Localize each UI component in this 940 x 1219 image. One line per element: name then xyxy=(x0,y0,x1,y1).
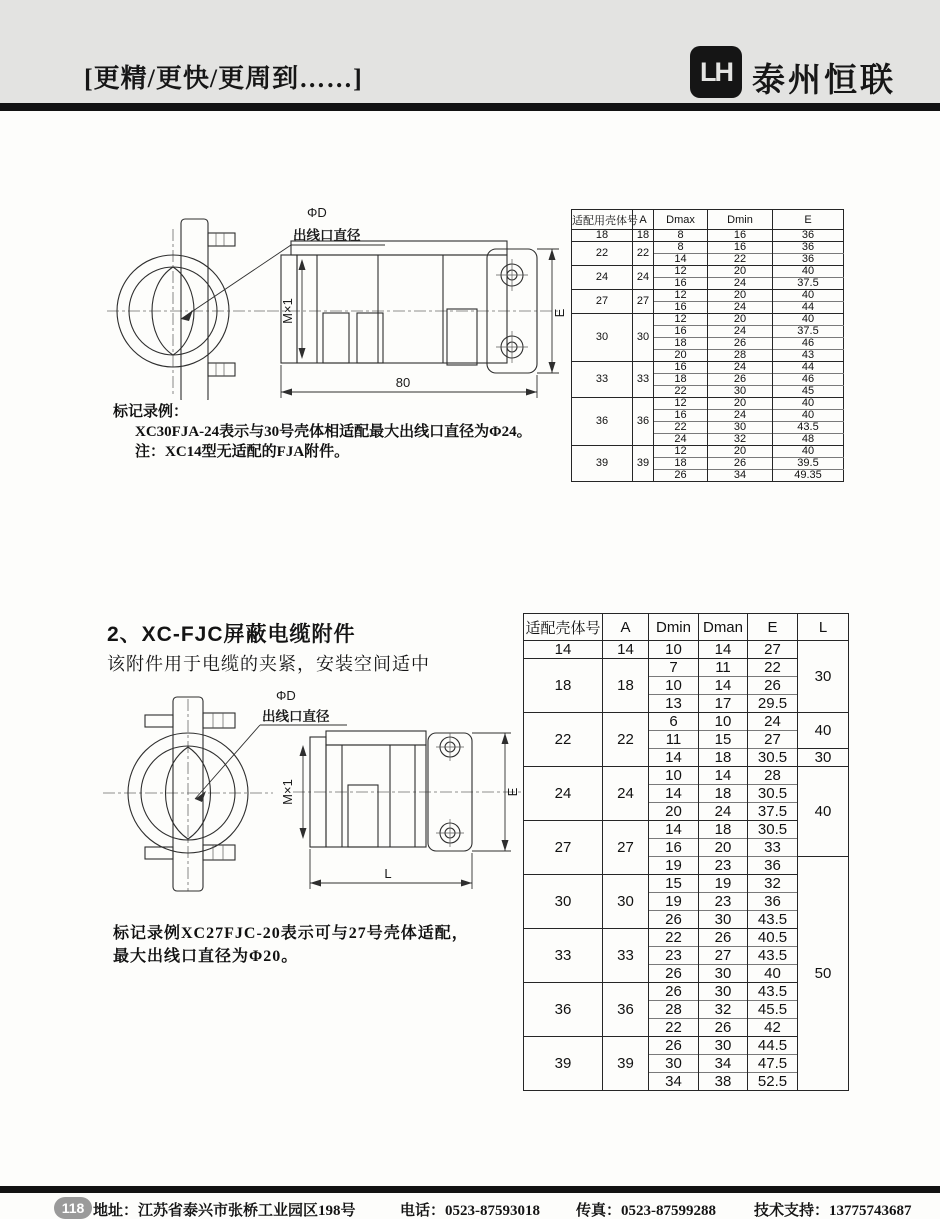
dimension-cell: 18 xyxy=(699,785,748,803)
column-header: E xyxy=(748,614,798,641)
a-value-cell: 39 xyxy=(603,1037,649,1091)
dimension-cell: 26 xyxy=(649,911,699,929)
dimension-cell: 19 xyxy=(649,893,699,911)
dimension-cell: 32 xyxy=(748,875,798,893)
dimension-cell: 37.5 xyxy=(773,278,844,290)
dimension-cell: 12 xyxy=(654,398,708,410)
dimension-cell: 23 xyxy=(649,947,699,965)
dimension-cell: 24 xyxy=(708,410,773,422)
dimension-cell: 12 xyxy=(654,314,708,326)
dimension-cell: 14 xyxy=(649,821,699,839)
footer-fax: 传真：0523-87599288 xyxy=(576,1203,716,1219)
fja-front-view xyxy=(107,219,265,400)
fja-diameter-caption: 出线口直径 xyxy=(293,228,361,243)
note-line: 最大出线口直径为Φ20。 xyxy=(113,948,299,965)
dimension-cell: 10 xyxy=(649,767,699,785)
fja-diameter-label: ΦD xyxy=(307,205,327,220)
dimension-cell: 44 xyxy=(773,302,844,314)
dimension-cell: 37.5 xyxy=(773,326,844,338)
fjc-side-view xyxy=(293,731,521,851)
dimension-cell: 27 xyxy=(748,641,798,659)
dimension-cell: 46 xyxy=(773,374,844,386)
dimension-cell: 26 xyxy=(748,677,798,695)
dimension-cell: 22 xyxy=(649,1019,699,1037)
a-value-cell: 22 xyxy=(633,242,654,266)
dimension-cell: 27 xyxy=(699,947,748,965)
shell-number-cell: 24 xyxy=(572,266,633,290)
dimension-cell: 18 xyxy=(699,821,748,839)
a-value-cell: 36 xyxy=(633,398,654,446)
dimension-cell: 40 xyxy=(773,314,844,326)
table-row xyxy=(524,713,849,731)
dimension-cell: 14 xyxy=(699,767,748,785)
dimension-cell: 40 xyxy=(773,410,844,422)
table-row xyxy=(572,242,844,254)
a-value-cell: 18 xyxy=(633,230,654,242)
dimension-cell: 36 xyxy=(773,242,844,254)
dimension-cell: 44 xyxy=(773,362,844,374)
column-header: Dmax xyxy=(654,210,708,230)
column-header: 适配壳体号 xyxy=(524,614,603,641)
a-value-cell: 27 xyxy=(603,821,649,875)
header-divider xyxy=(0,103,940,111)
a-value-cell: 36 xyxy=(603,983,649,1037)
footer-phone: 电话：0523-87593018 xyxy=(400,1203,540,1219)
dimension-cell: 26 xyxy=(649,983,699,1001)
dimension-cell: 12 xyxy=(654,446,708,458)
dimension-cell: 24 xyxy=(748,713,798,731)
dimension-cell: 30.5 xyxy=(748,821,798,839)
dimension-cell: 22 xyxy=(654,422,708,434)
fjc-accessory-drawing xyxy=(95,685,525,920)
dimension-cell: 14 xyxy=(649,749,699,767)
dimension-cell: 26 xyxy=(708,374,773,386)
section2-subtitle: 该附件用于电缆的夹紧，安装空间适中 xyxy=(107,654,430,674)
dimension-cell: 24 xyxy=(708,362,773,374)
fjc-front-view xyxy=(103,697,273,891)
dimension-cell: 30 xyxy=(649,1055,699,1073)
table-row xyxy=(524,767,849,785)
dimension-cell: 17 xyxy=(699,695,748,713)
fjc-length-dim-label: L xyxy=(384,866,392,881)
fjc-e-dim-label: E xyxy=(505,787,520,797)
dimension-cell: 26 xyxy=(708,458,773,470)
column-header: L xyxy=(798,614,849,641)
dimension-cell: 28 xyxy=(649,1001,699,1019)
dimension-cell: 16 xyxy=(654,410,708,422)
dimension-cell: 43 xyxy=(773,350,844,362)
dimension-cell: 11 xyxy=(649,731,699,749)
dimension-cell: 10 xyxy=(649,677,699,695)
dimension-cell: 29.5 xyxy=(748,695,798,713)
dimension-cell: 16 xyxy=(654,302,708,314)
dimension-cell: 23 xyxy=(699,893,748,911)
shell-number-cell: 14 xyxy=(524,641,603,659)
l-value-cell: 40 xyxy=(798,767,849,857)
dimension-cell: 19 xyxy=(699,875,748,893)
dimension-cell: 24 xyxy=(699,803,748,821)
fja-length-dim-label: 80 xyxy=(395,375,411,390)
dimension-cell: 12 xyxy=(654,266,708,278)
fja-marking-note xyxy=(113,402,532,462)
column-header: Dmin xyxy=(708,210,773,230)
header-slogan: [更精/更快/更周到……] xyxy=(84,64,363,93)
company-logo-icon xyxy=(690,46,742,98)
shell-number-cell: 33 xyxy=(524,929,603,983)
dimension-cell: 28 xyxy=(708,350,773,362)
column-header: 适配用壳体号 xyxy=(572,210,633,230)
note-line: XC30FJA-24表示与30号壳体相适配最大出线口直径为Φ24。 xyxy=(135,424,532,440)
dimension-cell: 45.5 xyxy=(748,1001,798,1019)
dimension-cell: 40 xyxy=(748,965,798,983)
dimension-cell: 24 xyxy=(654,434,708,446)
dimension-cell: 10 xyxy=(699,713,748,731)
company-name: 泰州恒联 xyxy=(752,61,896,98)
dimension-cell: 30 xyxy=(708,422,773,434)
dimension-cell: 43.5 xyxy=(773,422,844,434)
l-value-cell: 30 xyxy=(798,641,849,713)
dimension-cell: 18 xyxy=(654,374,708,386)
a-value-cell: 27 xyxy=(633,290,654,314)
l-value-cell: 40 xyxy=(798,713,849,749)
dimension-cell: 22 xyxy=(654,386,708,398)
table-row xyxy=(572,362,844,374)
shell-number-cell: 27 xyxy=(572,290,633,314)
dimension-cell: 13 xyxy=(649,695,699,713)
dimension-cell: 48 xyxy=(773,434,844,446)
shell-number-cell: 30 xyxy=(524,875,603,929)
footer-support: 技术支持：13775743687 xyxy=(754,1203,912,1219)
dimension-cell: 8 xyxy=(654,230,708,242)
shell-number-cell: 27 xyxy=(524,821,603,875)
dimension-cell: 14 xyxy=(654,254,708,266)
note-line: 注：XC14型无适配的FJA附件。 xyxy=(135,444,350,460)
dimension-cell: 20 xyxy=(708,290,773,302)
dimension-cell: 15 xyxy=(649,875,699,893)
dimension-cell: 47.5 xyxy=(748,1055,798,1073)
dimension-cell: 18 xyxy=(699,749,748,767)
dimension-cell: 20 xyxy=(708,398,773,410)
fja-accessory-drawing xyxy=(95,195,570,400)
dimension-cell: 14 xyxy=(649,785,699,803)
shell-number-cell: 30 xyxy=(572,314,633,362)
dimension-cell: 30 xyxy=(699,911,748,929)
l-value-cell: 50 xyxy=(798,857,849,1091)
dimension-cell: 20 xyxy=(708,266,773,278)
note-line: 标记录例XC27FJC-20表示可与27号壳体适配， xyxy=(113,925,469,942)
dimension-cell: 44.5 xyxy=(748,1037,798,1055)
a-value-cell: 30 xyxy=(633,314,654,362)
a-value-cell: 22 xyxy=(603,713,649,767)
dimension-cell: 28 xyxy=(748,767,798,785)
table-row xyxy=(572,314,844,326)
dimension-cell: 43.5 xyxy=(748,983,798,1001)
dimension-cell: 34 xyxy=(699,1055,748,1073)
dimension-cell: 18 xyxy=(654,458,708,470)
dimension-cell: 6 xyxy=(649,713,699,731)
table-row xyxy=(572,398,844,410)
fja-e-dim-label: E xyxy=(552,308,567,318)
dimension-cell: 16 xyxy=(708,230,773,242)
note-title: 标记录例： xyxy=(113,404,189,420)
dimension-cell: 22 xyxy=(649,929,699,947)
dimension-cell: 10 xyxy=(649,641,699,659)
dimension-cell: 26 xyxy=(649,965,699,983)
dimension-cell: 36 xyxy=(773,230,844,242)
dimension-cell: 11 xyxy=(699,659,748,677)
column-header: A xyxy=(633,210,654,230)
dimension-cell: 23 xyxy=(699,857,748,875)
logo-monogram: LH xyxy=(700,56,732,87)
dimension-cell: 7 xyxy=(649,659,699,677)
dimension-cell: 36 xyxy=(748,893,798,911)
l-value-cell: 30 xyxy=(798,749,849,767)
dimension-cell: 34 xyxy=(649,1073,699,1091)
column-header: A xyxy=(603,614,649,641)
dimension-cell: 36 xyxy=(773,254,844,266)
dimension-cell: 20 xyxy=(708,314,773,326)
dimension-cell: 12 xyxy=(654,290,708,302)
dimension-cell: 37.5 xyxy=(748,803,798,821)
a-value-cell: 39 xyxy=(633,446,654,482)
dimension-cell: 22 xyxy=(708,254,773,266)
table-row xyxy=(524,641,849,659)
a-value-cell: 24 xyxy=(603,767,649,821)
a-value-cell: 33 xyxy=(603,929,649,983)
dimension-cell: 16 xyxy=(654,326,708,338)
dimension-cell: 36 xyxy=(748,857,798,875)
footer-divider xyxy=(0,1186,940,1193)
table-row xyxy=(572,290,844,302)
shell-number-cell: 24 xyxy=(524,767,603,821)
column-header: Dmin xyxy=(649,614,699,641)
fjc-marking-note xyxy=(113,922,469,968)
dimension-cell: 26 xyxy=(708,338,773,350)
shell-number-cell: 18 xyxy=(572,230,633,242)
dimension-cell: 15 xyxy=(699,731,748,749)
dimension-cell: 43.5 xyxy=(748,911,798,929)
dimension-cell: 18 xyxy=(654,338,708,350)
shell-number-cell: 18 xyxy=(524,659,603,713)
dimension-cell: 39.5 xyxy=(773,458,844,470)
dimension-cell: 30.5 xyxy=(748,785,798,803)
dimension-cell: 38 xyxy=(699,1073,748,1091)
column-header: E xyxy=(773,210,844,230)
dimension-cell: 46 xyxy=(773,338,844,350)
dimension-cell: 19 xyxy=(649,857,699,875)
shell-number-cell: 36 xyxy=(572,398,633,446)
dimension-cell: 45 xyxy=(773,386,844,398)
dimension-cell: 20 xyxy=(708,446,773,458)
shell-number-cell: 22 xyxy=(572,242,633,266)
page-number-badge: 118 xyxy=(54,1197,92,1219)
dimension-cell: 42 xyxy=(748,1019,798,1037)
table-row xyxy=(572,446,844,458)
dimension-cell: 20 xyxy=(699,839,748,857)
dimension-cell: 22 xyxy=(748,659,798,677)
column-header: Dman xyxy=(699,614,748,641)
fjc-diameter-caption: 出线口直径 xyxy=(262,709,330,724)
dimension-cell: 26 xyxy=(699,1019,748,1037)
fjc-thread-label: M×1 xyxy=(280,779,295,805)
dimension-cell: 33 xyxy=(748,839,798,857)
fja-side-view xyxy=(267,241,559,373)
dimension-cell: 26 xyxy=(649,1037,699,1055)
dimension-cell: 40.5 xyxy=(748,929,798,947)
fjc-diameter-label: ΦD xyxy=(276,688,296,703)
shell-number-cell: 36 xyxy=(524,983,603,1037)
dimension-cell: 16 xyxy=(708,242,773,254)
dimension-cell: 30 xyxy=(699,965,748,983)
dimension-cell: 16 xyxy=(649,839,699,857)
table-row xyxy=(572,230,844,242)
dimension-cell: 24 xyxy=(708,326,773,338)
dimension-cell: 32 xyxy=(708,434,773,446)
dimension-cell: 40 xyxy=(773,266,844,278)
dimension-cell: 14 xyxy=(699,641,748,659)
dimension-cell: 8 xyxy=(654,242,708,254)
dimension-cell: 34 xyxy=(708,470,773,482)
dimension-cell: 20 xyxy=(649,803,699,821)
a-value-cell: 24 xyxy=(633,266,654,290)
dimension-cell: 16 xyxy=(654,362,708,374)
dimension-cell: 40 xyxy=(773,446,844,458)
dimension-cell: 43.5 xyxy=(748,947,798,965)
fjc-dimension-table xyxy=(523,613,849,1091)
dimension-cell: 27 xyxy=(748,731,798,749)
table-row xyxy=(572,266,844,278)
footer-address: 地址：江苏省泰兴市张桥工业园区198号 xyxy=(93,1203,356,1219)
dimension-cell: 52.5 xyxy=(748,1073,798,1091)
dimension-cell: 40 xyxy=(773,290,844,302)
a-value-cell: 33 xyxy=(633,362,654,398)
dimension-cell: 16 xyxy=(654,278,708,290)
shell-number-cell: 33 xyxy=(572,362,633,398)
a-value-cell: 14 xyxy=(603,641,649,659)
dimension-cell: 24 xyxy=(708,302,773,314)
shell-number-cell: 39 xyxy=(572,446,633,482)
fja-dimension-table xyxy=(571,209,844,482)
shell-number-cell: 39 xyxy=(524,1037,603,1091)
dimension-cell: 30.5 xyxy=(748,749,798,767)
dimension-cell: 14 xyxy=(699,677,748,695)
dimension-cell: 30 xyxy=(708,386,773,398)
dimension-cell: 30 xyxy=(699,983,748,1001)
dimension-cell: 26 xyxy=(699,929,748,947)
section2-title: 2、XC-FJC屏蔽电缆附件 xyxy=(107,623,356,646)
shell-number-cell: 22 xyxy=(524,713,603,767)
dimension-cell: 49.35 xyxy=(773,470,844,482)
dimension-cell: 30 xyxy=(699,1037,748,1055)
fja-thread-label: M×1 xyxy=(280,298,295,324)
a-value-cell: 18 xyxy=(603,659,649,713)
dimension-cell: 20 xyxy=(654,350,708,362)
a-value-cell: 30 xyxy=(603,875,649,929)
dimension-cell: 32 xyxy=(699,1001,748,1019)
dimension-cell: 40 xyxy=(773,398,844,410)
dimension-cell: 26 xyxy=(654,470,708,482)
dimension-cell: 24 xyxy=(708,278,773,290)
